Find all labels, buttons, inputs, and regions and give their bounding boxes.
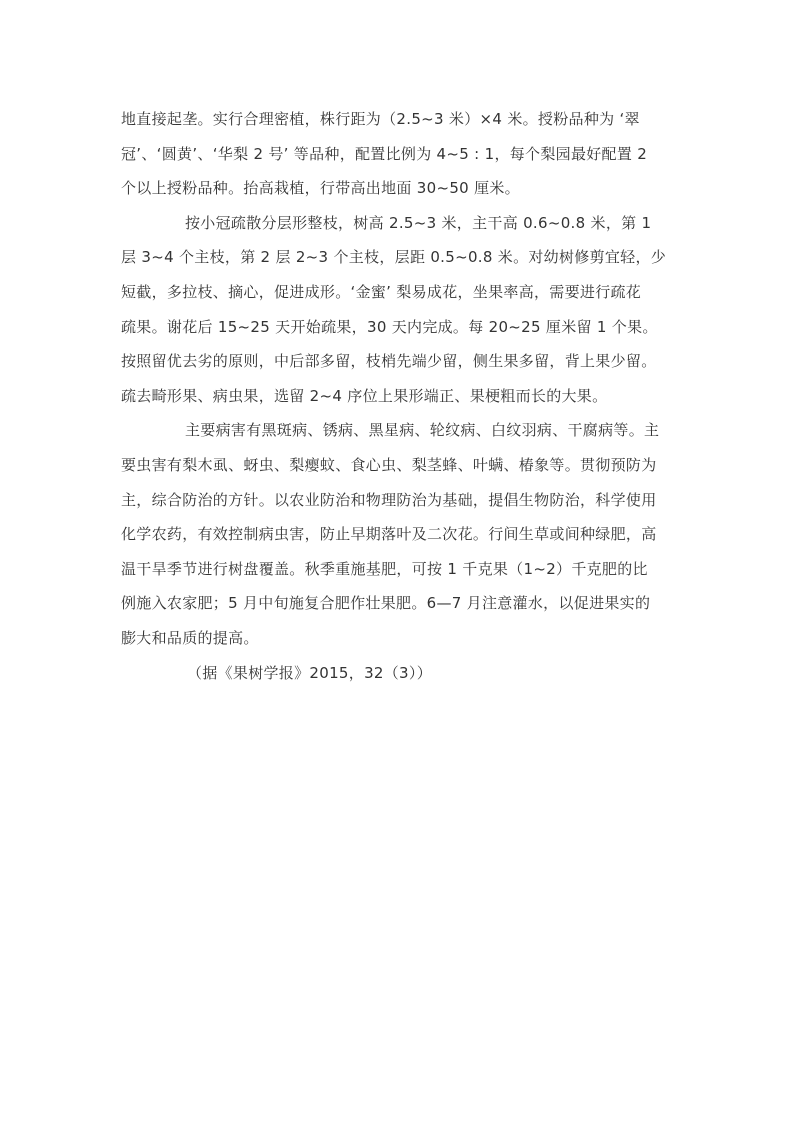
paragraph-3-line-4: 化学农药，有效控制病虫害，防止早期落叶及二次花。行间生草或间种绿肥，高	[121, 525, 657, 544]
paragraph-1-line-2: 冠’、‘圆黄’、‘华梨 2 号’ 等品种，配置比例为 4~5 : 1，每个梨园最好配置 2	[121, 144, 648, 163]
paragraph-1-line-3: 个以上授粉品种。抬高栽植，行带高出地面 30~50 厘米。	[121, 179, 520, 198]
paragraph-3-line-6: 例施入农家肥；5 月中旬施复合肥作壮果肥。6—7 月注意灌水，以促进果实的	[121, 594, 651, 613]
document-body	[121, 102, 681, 690]
paragraph-1-line-1: 地直接起垄。实行合理密植，株行距为（2.5~3 米）×4 米。授粉品种为 ‘翠	[121, 110, 640, 128]
paragraph-2-line-5: 按照留优去劣的原则，中后部多留，枝梢先端少留，侧生果多留，背上果少留。	[121, 352, 657, 371]
paragraph-2-line-2: 层 3~4 个主枝，第 2 层 2~3 个主枝，层距 0.5~0.8 米。对幼树修剪宜轻，少	[121, 248, 667, 267]
paragraph-3-line-7: 膨大和品质的提高。	[121, 628, 259, 647]
paragraph-3-line-5: 温干旱季节进行树盘覆盖。秋季重施基肥，可按 1 千克果（1~2）千克肥的比	[121, 559, 648, 578]
paragraph-3-line-3: 主，综合防治的方针。以农业防治和物理防治为基础，提倡生物防治，科学使用	[121, 490, 657, 509]
paragraph-3-line-1: 主要病害有黑斑病、锈病、黑星病、轮纹病、白纹羽病、干腐病等。主	[185, 421, 660, 440]
paragraph-3-line-2: 要虫害有梨木虱、蚜虫、梨瘿蚊、食心虫、梨茎蜂、叶螨、椿象等。贯彻预防为	[121, 455, 657, 474]
paragraph-2-line-4: 疏果。谢花后 15~25 天开始疏果，30 天内完成。每 20~25 厘米留 1 个果。	[121, 317, 658, 336]
paragraph-2-line-1: 按小冠疏散分层形整枝，树高 2.5~3 米，主干高 0.6~0.8 米，第 1	[185, 213, 652, 232]
paragraph-2-line-3: 短截，多拉枝、摘心，促进成形。‘金蜜’ 梨易成花，坐果率高，需要进行疏花	[121, 282, 642, 301]
source-citation: （据《果树学报》2015，32（3））	[187, 663, 433, 682]
paragraph-2-line-6: 疏去畸形果、病虫果，选留 2~4 序位上果形端正、果梗粗而长的大果。	[121, 386, 608, 405]
